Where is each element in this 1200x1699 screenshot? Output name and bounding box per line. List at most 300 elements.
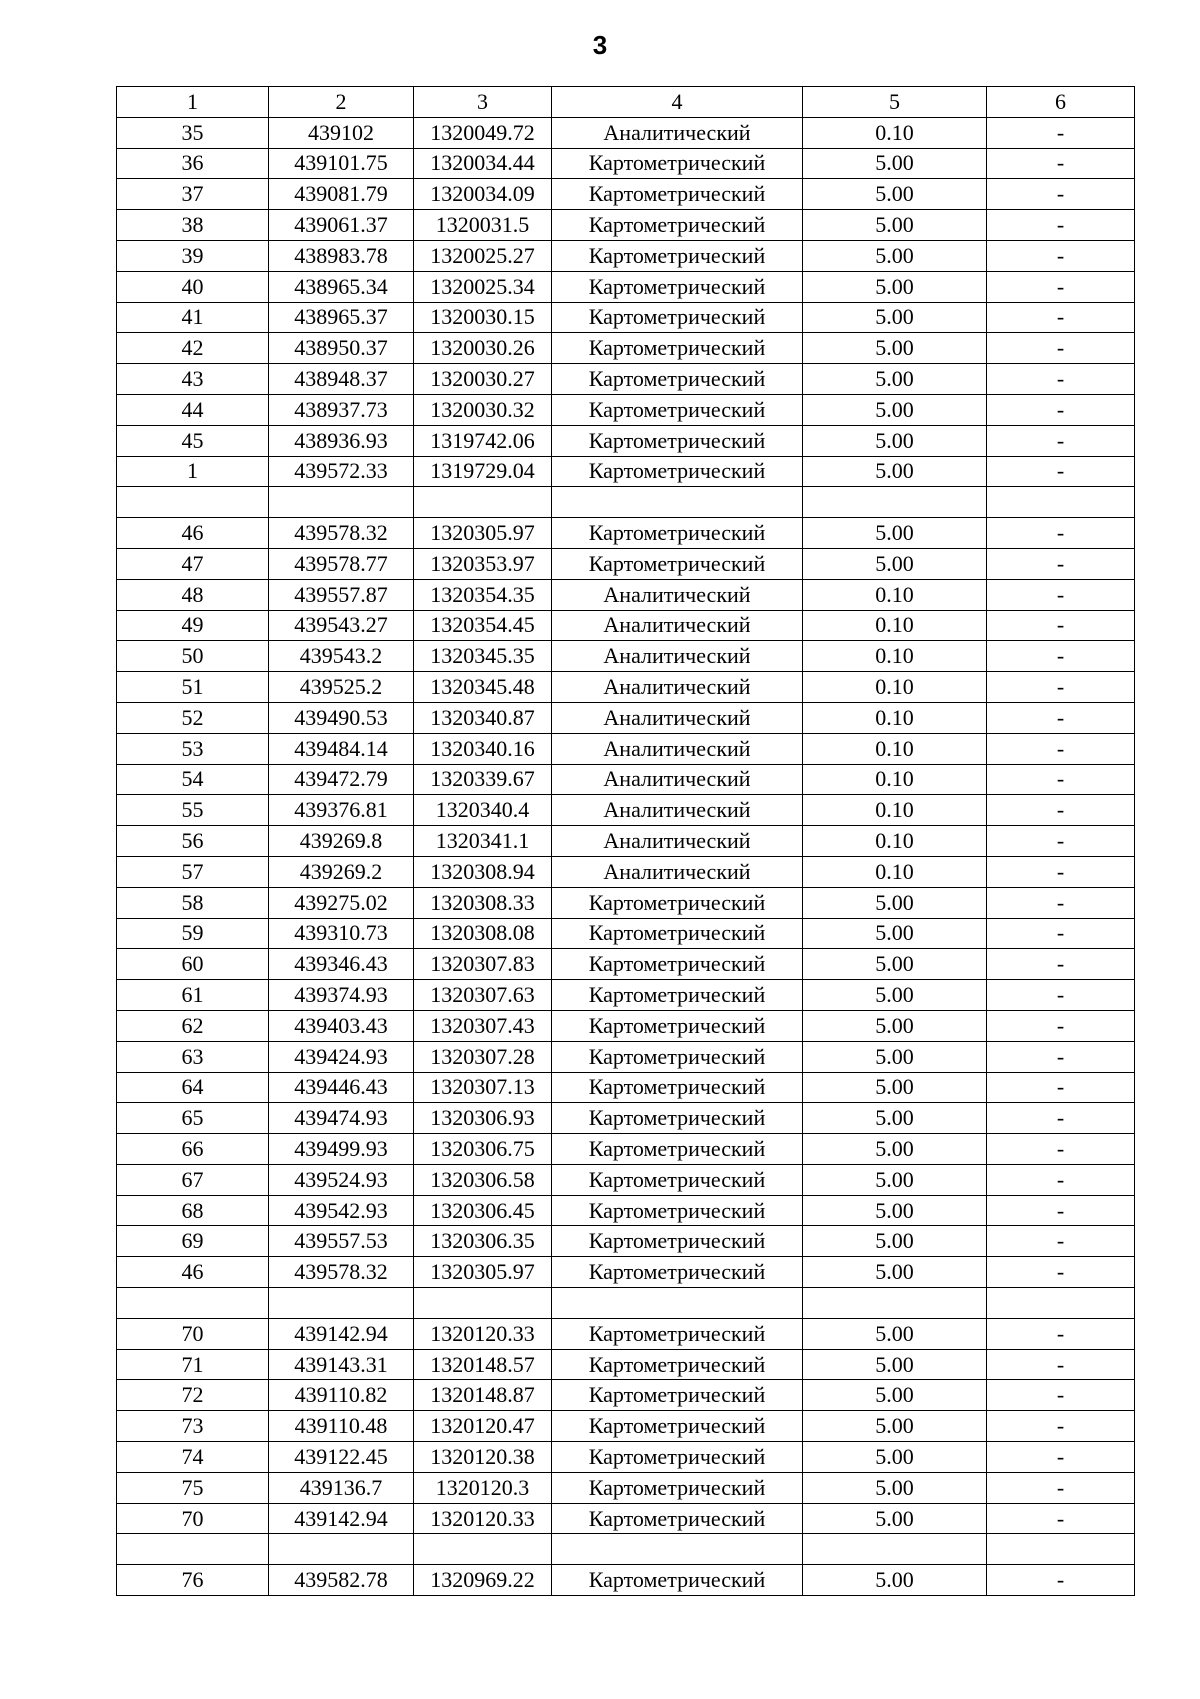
y-coordinate-cell: 1320148.57 <box>414 1349 552 1380</box>
accuracy-cell: 5.00 <box>803 394 987 425</box>
method-cell: Картометрический <box>552 949 803 980</box>
y-coordinate-cell: 1320308.33 <box>414 887 552 918</box>
method-cell: Картометрический <box>552 333 803 364</box>
y-coordinate-cell: 1320307.28 <box>414 1041 552 1072</box>
x-coordinate-cell: 439578.77 <box>269 548 414 579</box>
table-row <box>117 1318 1135 1349</box>
method-cell: Картометрический <box>552 1257 803 1288</box>
accuracy-cell: 0.10 <box>803 856 987 887</box>
point-number-cell: 43 <box>117 364 269 395</box>
method-cell: Картометрический <box>552 271 803 302</box>
x-coordinate-cell: 439525.2 <box>269 672 414 703</box>
y-coordinate-cell <box>414 1534 552 1565</box>
table-row <box>117 1565 1135 1596</box>
description-cell: - <box>987 579 1135 610</box>
x-coordinate-cell: 439374.93 <box>269 980 414 1011</box>
method-cell: Картометрический <box>552 210 803 241</box>
point-number-cell: 39 <box>117 240 269 271</box>
accuracy-cell: 0.10 <box>803 641 987 672</box>
column-header-3: 3 <box>414 87 552 118</box>
description-cell: - <box>987 1380 1135 1411</box>
description-cell: - <box>987 1195 1135 1226</box>
point-number-cell: 48 <box>117 579 269 610</box>
x-coordinate-cell: 438965.34 <box>269 271 414 302</box>
point-number-cell: 76 <box>117 1565 269 1596</box>
point-number-cell: 41 <box>117 302 269 333</box>
table-row <box>117 425 1135 456</box>
method-cell: Картометрический <box>552 1072 803 1103</box>
y-coordinate-cell: 1320339.67 <box>414 764 552 795</box>
y-coordinate-cell: 1320308.94 <box>414 856 552 887</box>
x-coordinate-cell: 439143.31 <box>269 1349 414 1380</box>
y-coordinate-cell: 1320034.44 <box>414 148 552 179</box>
y-coordinate-cell: 1320306.45 <box>414 1195 552 1226</box>
table-row <box>117 1103 1135 1134</box>
y-coordinate-cell: 1320345.48 <box>414 672 552 703</box>
accuracy-cell: 5.00 <box>803 518 987 549</box>
x-coordinate-cell: 439269.8 <box>269 826 414 857</box>
accuracy-cell: 5.00 <box>803 1010 987 1041</box>
method-cell: Картометрический <box>552 1318 803 1349</box>
point-number-cell: 40 <box>117 271 269 302</box>
y-coordinate-cell: 1320030.32 <box>414 394 552 425</box>
table-row <box>117 302 1135 333</box>
column-header-1: 1 <box>117 87 269 118</box>
point-number-cell <box>117 1288 269 1319</box>
x-coordinate-cell: 439310.73 <box>269 918 414 949</box>
x-coordinate-cell: 439136.7 <box>269 1472 414 1503</box>
table-row <box>117 1503 1135 1534</box>
description-cell: - <box>987 210 1135 241</box>
page-number: 3 <box>592 30 608 60</box>
y-coordinate-cell: 1320305.97 <box>414 1257 552 1288</box>
y-coordinate-cell: 1320306.75 <box>414 1134 552 1165</box>
accuracy-cell: 5.00 <box>803 548 987 579</box>
point-number-cell: 70 <box>117 1503 269 1534</box>
description-cell: - <box>987 641 1135 672</box>
description-cell: - <box>987 302 1135 333</box>
accuracy-cell: 5.00 <box>803 1472 987 1503</box>
y-coordinate-cell: 1320120.3 <box>414 1472 552 1503</box>
table-row <box>117 918 1135 949</box>
description-cell: - <box>987 1472 1135 1503</box>
x-coordinate-cell: 439142.94 <box>269 1503 414 1534</box>
column-header-6: 6 <box>987 87 1135 118</box>
method-cell: Аналитический <box>552 579 803 610</box>
description-cell: - <box>987 795 1135 826</box>
coordinates-table <box>116 86 1135 1596</box>
description-cell: - <box>987 980 1135 1011</box>
accuracy-cell: 5.00 <box>803 148 987 179</box>
method-cell: Аналитический <box>552 795 803 826</box>
table-row <box>117 887 1135 918</box>
x-coordinate-cell: 439474.93 <box>269 1103 414 1134</box>
point-number-cell: 75 <box>117 1472 269 1503</box>
x-coordinate-cell: 438983.78 <box>269 240 414 271</box>
description-cell: - <box>987 1442 1135 1473</box>
point-number-cell: 38 <box>117 210 269 241</box>
x-coordinate-cell: 439543.27 <box>269 610 414 641</box>
method-cell: Картометрический <box>552 1503 803 1534</box>
accuracy-cell: 5.00 <box>803 271 987 302</box>
description-cell: - <box>987 518 1135 549</box>
method-cell: Картометрический <box>552 1472 803 1503</box>
x-coordinate-cell: 439542.93 <box>269 1195 414 1226</box>
y-coordinate-cell: 1320306.93 <box>414 1103 552 1134</box>
x-coordinate-cell: 439101.75 <box>269 148 414 179</box>
method-cell: Картометрический <box>552 1380 803 1411</box>
description-cell: - <box>987 1503 1135 1534</box>
y-coordinate-cell: 1320969.22 <box>414 1565 552 1596</box>
table-row <box>117 548 1135 579</box>
y-coordinate-cell: 1320031.5 <box>414 210 552 241</box>
table-row <box>117 179 1135 210</box>
method-cell: Аналитический <box>552 826 803 857</box>
table-row <box>117 1010 1135 1041</box>
table-row <box>117 487 1135 518</box>
table-row <box>117 1472 1135 1503</box>
point-number-cell: 60 <box>117 949 269 980</box>
point-number-cell: 66 <box>117 1134 269 1165</box>
column-header-5: 5 <box>803 87 987 118</box>
y-coordinate-cell: 1320305.97 <box>414 518 552 549</box>
x-coordinate-cell: 439110.82 <box>269 1380 414 1411</box>
y-coordinate-cell: 1320025.34 <box>414 271 552 302</box>
accuracy-cell: 5.00 <box>803 980 987 1011</box>
y-coordinate-cell: 1320049.72 <box>414 117 552 148</box>
point-number-cell: 44 <box>117 394 269 425</box>
y-coordinate-cell: 1320307.43 <box>414 1010 552 1041</box>
x-coordinate-cell: 438936.93 <box>269 425 414 456</box>
method-cell <box>552 1534 803 1565</box>
table-row <box>117 1534 1135 1565</box>
y-coordinate-cell: 1320306.58 <box>414 1164 552 1195</box>
description-cell: - <box>987 1103 1135 1134</box>
method-cell: Аналитический <box>552 672 803 703</box>
point-number-cell: 59 <box>117 918 269 949</box>
method-cell <box>552 487 803 518</box>
column-header-2: 2 <box>269 87 414 118</box>
accuracy-cell: 0.10 <box>803 795 987 826</box>
table-row <box>117 240 1135 271</box>
point-number-cell: 37 <box>117 179 269 210</box>
x-coordinate-cell <box>269 1534 414 1565</box>
method-cell: Картометрический <box>552 1442 803 1473</box>
accuracy-cell: 5.00 <box>803 456 987 487</box>
table-row <box>117 1041 1135 1072</box>
accuracy-cell: 5.00 <box>803 918 987 949</box>
method-cell: Аналитический <box>552 856 803 887</box>
accuracy-cell: 5.00 <box>803 364 987 395</box>
point-number-cell: 58 <box>117 887 269 918</box>
accuracy-cell: 0.10 <box>803 672 987 703</box>
y-coordinate-cell: 1320340.87 <box>414 702 552 733</box>
x-coordinate-cell: 439275.02 <box>269 887 414 918</box>
y-coordinate-cell: 1320308.08 <box>414 918 552 949</box>
x-coordinate-cell: 439582.78 <box>269 1565 414 1596</box>
x-coordinate-cell: 439269.2 <box>269 856 414 887</box>
point-number-cell <box>117 1534 269 1565</box>
description-cell: - <box>987 148 1135 179</box>
table-row <box>117 364 1135 395</box>
accuracy-cell: 5.00 <box>803 210 987 241</box>
method-cell: Картометрический <box>552 548 803 579</box>
method-cell: Картометрический <box>552 456 803 487</box>
method-cell: Аналитический <box>552 764 803 795</box>
y-coordinate-cell: 1320341.1 <box>414 826 552 857</box>
table-row <box>117 641 1135 672</box>
x-coordinate-cell: 438965.37 <box>269 302 414 333</box>
point-number-cell: 55 <box>117 795 269 826</box>
x-coordinate-cell: 439557.87 <box>269 579 414 610</box>
table-row <box>117 672 1135 703</box>
description-cell: - <box>987 702 1135 733</box>
point-number-cell: 53 <box>117 733 269 764</box>
description-cell: - <box>987 764 1135 795</box>
method-cell: Картометрический <box>552 1134 803 1165</box>
x-coordinate-cell: 439110.48 <box>269 1411 414 1442</box>
x-coordinate-cell: 439543.2 <box>269 641 414 672</box>
description-cell: - <box>987 394 1135 425</box>
description-cell: - <box>987 1226 1135 1257</box>
y-coordinate-cell: 1320354.35 <box>414 579 552 610</box>
table-body <box>117 117 1135 1595</box>
point-number-cell: 69 <box>117 1226 269 1257</box>
point-number-cell: 71 <box>117 1349 269 1380</box>
accuracy-cell: 0.10 <box>803 610 987 641</box>
method-cell: Картометрический <box>552 1041 803 1072</box>
table-row <box>117 456 1135 487</box>
y-coordinate-cell: 1319742.06 <box>414 425 552 456</box>
method-cell: Картометрический <box>552 394 803 425</box>
description-cell: - <box>987 425 1135 456</box>
method-cell: Картометрический <box>552 364 803 395</box>
accuracy-cell: 5.00 <box>803 887 987 918</box>
description-cell: - <box>987 1349 1135 1380</box>
x-coordinate-cell: 438948.37 <box>269 364 414 395</box>
description-cell: - <box>987 610 1135 641</box>
point-number-cell: 35 <box>117 117 269 148</box>
header-row <box>117 87 1135 118</box>
x-coordinate-cell: 439346.43 <box>269 949 414 980</box>
accuracy-cell: 0.10 <box>803 733 987 764</box>
table-row <box>117 1164 1135 1195</box>
y-coordinate-cell: 1320120.33 <box>414 1503 552 1534</box>
y-coordinate-cell: 1320030.26 <box>414 333 552 364</box>
table-row <box>117 210 1135 241</box>
accuracy-cell: 5.00 <box>803 1164 987 1195</box>
description-cell: - <box>987 949 1135 980</box>
y-coordinate-cell: 1320120.33 <box>414 1318 552 1349</box>
point-number-cell: 42 <box>117 333 269 364</box>
x-coordinate-cell: 439376.81 <box>269 795 414 826</box>
x-coordinate-cell: 439490.53 <box>269 702 414 733</box>
accuracy-cell <box>803 1288 987 1319</box>
point-number-cell: 46 <box>117 518 269 549</box>
y-coordinate-cell <box>414 1288 552 1319</box>
x-coordinate-cell: 439578.32 <box>269 518 414 549</box>
accuracy-cell: 5.00 <box>803 1565 987 1596</box>
method-cell: Картометрический <box>552 518 803 549</box>
x-coordinate-cell: 439061.37 <box>269 210 414 241</box>
x-coordinate-cell: 439524.93 <box>269 1164 414 1195</box>
point-number-cell: 64 <box>117 1072 269 1103</box>
method-cell: Картометрический <box>552 1010 803 1041</box>
y-coordinate-cell: 1320025.27 <box>414 240 552 271</box>
accuracy-cell <box>803 487 987 518</box>
accuracy-cell: 5.00 <box>803 425 987 456</box>
description-cell: - <box>987 826 1135 857</box>
description-cell: - <box>987 1072 1135 1103</box>
description-cell: - <box>987 1565 1135 1596</box>
method-cell: Аналитический <box>552 702 803 733</box>
description-cell <box>987 487 1135 518</box>
table-row <box>117 610 1135 641</box>
table-row <box>117 856 1135 887</box>
table-row <box>117 579 1135 610</box>
method-cell <box>552 1288 803 1319</box>
point-number-cell <box>117 487 269 518</box>
accuracy-cell: 5.00 <box>803 1503 987 1534</box>
y-coordinate-cell: 1320034.09 <box>414 179 552 210</box>
method-cell: Картометрический <box>552 1195 803 1226</box>
description-cell: - <box>987 1041 1135 1072</box>
table-row <box>117 733 1135 764</box>
table-row <box>117 518 1135 549</box>
table-row <box>117 1226 1135 1257</box>
x-coordinate-cell: 439557.53 <box>269 1226 414 1257</box>
x-coordinate-cell: 439102 <box>269 117 414 148</box>
y-coordinate-cell: 1320345.35 <box>414 641 552 672</box>
y-coordinate-cell: 1320307.63 <box>414 980 552 1011</box>
point-number-cell: 61 <box>117 980 269 1011</box>
method-cell: Картометрический <box>552 302 803 333</box>
method-cell: Картометрический <box>552 887 803 918</box>
method-cell: Аналитический <box>552 733 803 764</box>
table-row <box>117 1380 1135 1411</box>
column-header-4: 4 <box>552 87 803 118</box>
x-coordinate-cell: 439081.79 <box>269 179 414 210</box>
accuracy-cell: 5.00 <box>803 1041 987 1072</box>
point-number-cell: 72 <box>117 1380 269 1411</box>
table-row <box>117 1257 1135 1288</box>
method-cell: Картометрический <box>552 148 803 179</box>
point-number-cell: 1 <box>117 456 269 487</box>
method-cell: Картометрический <box>552 425 803 456</box>
table-row <box>117 148 1135 179</box>
accuracy-cell: 5.00 <box>803 179 987 210</box>
y-coordinate-cell: 1320307.83 <box>414 949 552 980</box>
x-coordinate-cell: 438937.73 <box>269 394 414 425</box>
accuracy-cell: 5.00 <box>803 1411 987 1442</box>
accuracy-cell: 5.00 <box>803 302 987 333</box>
y-coordinate-cell: 1320120.38 <box>414 1442 552 1473</box>
point-number-cell: 47 <box>117 548 269 579</box>
description-cell: - <box>987 240 1135 271</box>
table-row <box>117 333 1135 364</box>
accuracy-cell: 5.00 <box>803 240 987 271</box>
point-number-cell: 67 <box>117 1164 269 1195</box>
method-cell: Аналитический <box>552 610 803 641</box>
y-coordinate-cell: 1320353.97 <box>414 548 552 579</box>
x-coordinate-cell: 439142.94 <box>269 1318 414 1349</box>
table-row <box>117 1072 1135 1103</box>
method-cell: Аналитический <box>552 641 803 672</box>
x-coordinate-cell: 439122.45 <box>269 1442 414 1473</box>
description-cell: - <box>987 856 1135 887</box>
point-number-cell: 73 <box>117 1411 269 1442</box>
method-cell: Картометрический <box>552 1349 803 1380</box>
table-row <box>117 795 1135 826</box>
point-number-cell: 68 <box>117 1195 269 1226</box>
y-coordinate-cell: 1320030.27 <box>414 364 552 395</box>
description-cell: - <box>987 117 1135 148</box>
point-number-cell: 63 <box>117 1041 269 1072</box>
description-cell <box>987 1534 1135 1565</box>
y-coordinate-cell: 1320340.16 <box>414 733 552 764</box>
point-number-cell: 62 <box>117 1010 269 1041</box>
accuracy-cell: 5.00 <box>803 333 987 364</box>
point-number-cell: 49 <box>117 610 269 641</box>
x-coordinate-cell: 439424.93 <box>269 1041 414 1072</box>
table-row <box>117 980 1135 1011</box>
table-row <box>117 271 1135 302</box>
accuracy-cell: 5.00 <box>803 1257 987 1288</box>
accuracy-cell: 0.10 <box>803 764 987 795</box>
y-coordinate-cell <box>414 487 552 518</box>
accuracy-cell: 5.00 <box>803 1072 987 1103</box>
point-number-cell: 36 <box>117 148 269 179</box>
method-cell: Картометрический <box>552 1103 803 1134</box>
y-coordinate-cell: 1320148.87 <box>414 1380 552 1411</box>
description-cell: - <box>987 333 1135 364</box>
accuracy-cell: 0.10 <box>803 117 987 148</box>
x-coordinate-cell: 439484.14 <box>269 733 414 764</box>
point-number-cell: 46 <box>117 1257 269 1288</box>
accuracy-cell: 5.00 <box>803 1103 987 1134</box>
y-coordinate-cell: 1319729.04 <box>414 456 552 487</box>
description-cell: - <box>987 1010 1135 1041</box>
description-cell <box>987 1288 1135 1319</box>
x-coordinate-cell: 438950.37 <box>269 333 414 364</box>
description-cell: - <box>987 548 1135 579</box>
accuracy-cell: 0.10 <box>803 702 987 733</box>
y-coordinate-cell: 1320030.15 <box>414 302 552 333</box>
accuracy-cell: 5.00 <box>803 1226 987 1257</box>
accuracy-cell: 5.00 <box>803 1442 987 1473</box>
table-row <box>117 394 1135 425</box>
method-cell: Картометрический <box>552 980 803 1011</box>
x-coordinate-cell: 439578.32 <box>269 1257 414 1288</box>
description-cell: - <box>987 1318 1135 1349</box>
description-cell: - <box>987 887 1135 918</box>
y-coordinate-cell: 1320120.47 <box>414 1411 552 1442</box>
accuracy-cell: 0.10 <box>803 826 987 857</box>
description-cell: - <box>987 456 1135 487</box>
description-cell: - <box>987 271 1135 302</box>
point-number-cell: 45 <box>117 425 269 456</box>
accuracy-cell: 5.00 <box>803 1349 987 1380</box>
point-number-cell: 56 <box>117 826 269 857</box>
description-cell: - <box>987 1134 1135 1165</box>
description-cell: - <box>987 364 1135 395</box>
accuracy-cell: 5.00 <box>803 949 987 980</box>
table-row <box>117 826 1135 857</box>
point-number-cell: 65 <box>117 1103 269 1134</box>
accuracy-cell: 5.00 <box>803 1134 987 1165</box>
point-number-cell: 70 <box>117 1318 269 1349</box>
description-cell: - <box>987 918 1135 949</box>
